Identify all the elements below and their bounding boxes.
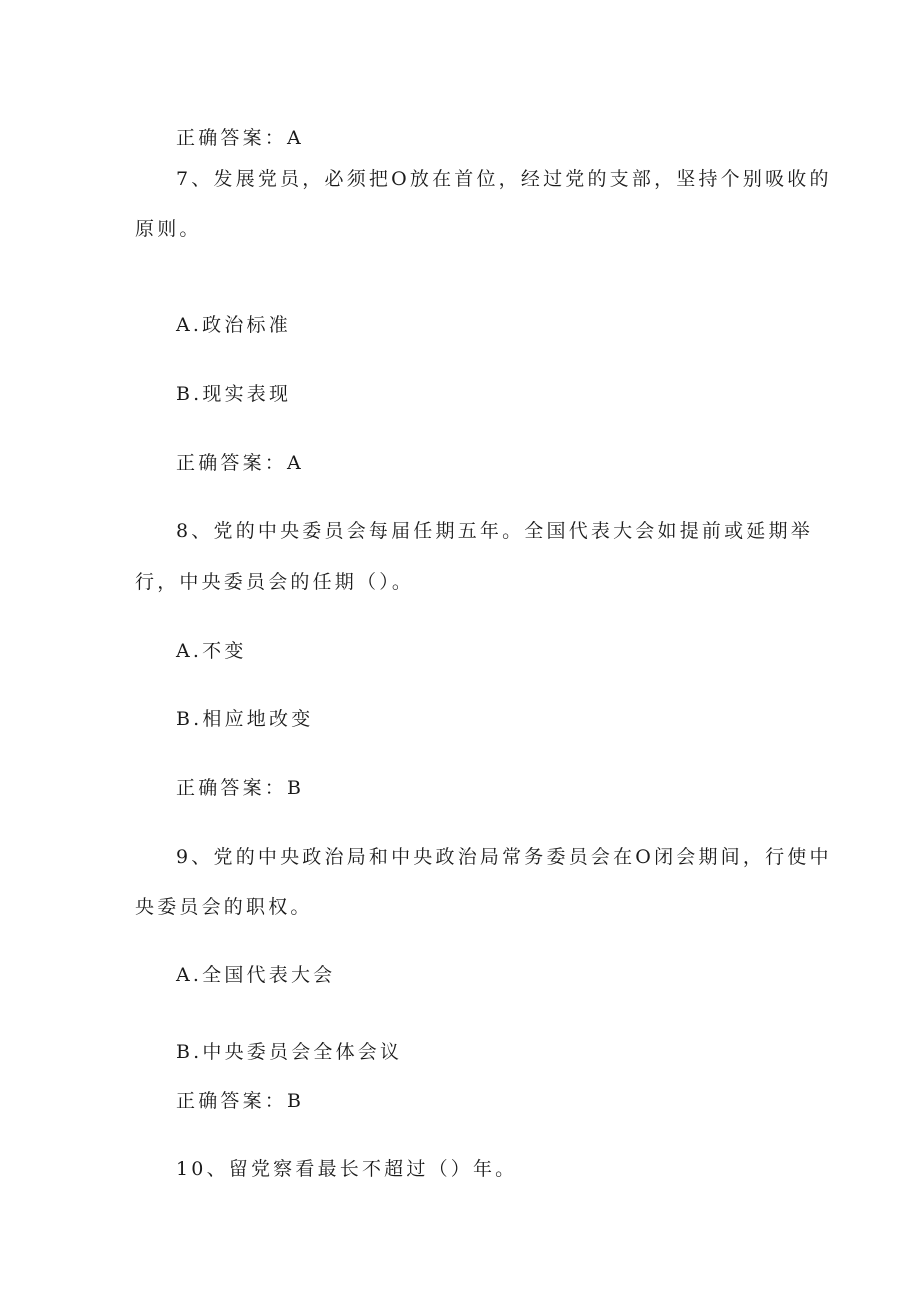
answer-line: 正确答案：A [176,127,304,149]
answer-line: 正确答案：B [176,777,305,799]
option-b: B.中央委员会全体会议 [176,1041,403,1063]
option-a: A.不变 [176,640,247,662]
question-10-line-1: 10、留党察看最长不超过（）年。 [176,1158,518,1180]
question-7-line-2: 原则。 [135,218,202,240]
question-9-line-2: 央委员会的职权。 [135,896,313,918]
question-7-line-1: 7、发展党员，必须把O放在首位，经过党的支部，坚持个别吸收的 [176,168,832,190]
option-b: B.相应地改变 [176,708,314,730]
option-a: A.全国代表大会 [176,964,336,986]
question-8-line-2: 行，中央委员会的任期（）。 [135,571,415,593]
answer-line: 正确答案：B [176,1090,305,1112]
question-8-line-1: 8、党的中央委员会每届任期五年。全国代表大会如提前或延期举 [176,520,813,542]
answer-line: 正确答案：A [176,452,304,474]
option-b: B.现实表现 [176,383,292,405]
option-a: A.政治标准 [176,314,291,336]
question-9-line-1: 9、党的中央政治局和中央政治局常务委员会在O闭会期间，行使中 [176,846,832,868]
